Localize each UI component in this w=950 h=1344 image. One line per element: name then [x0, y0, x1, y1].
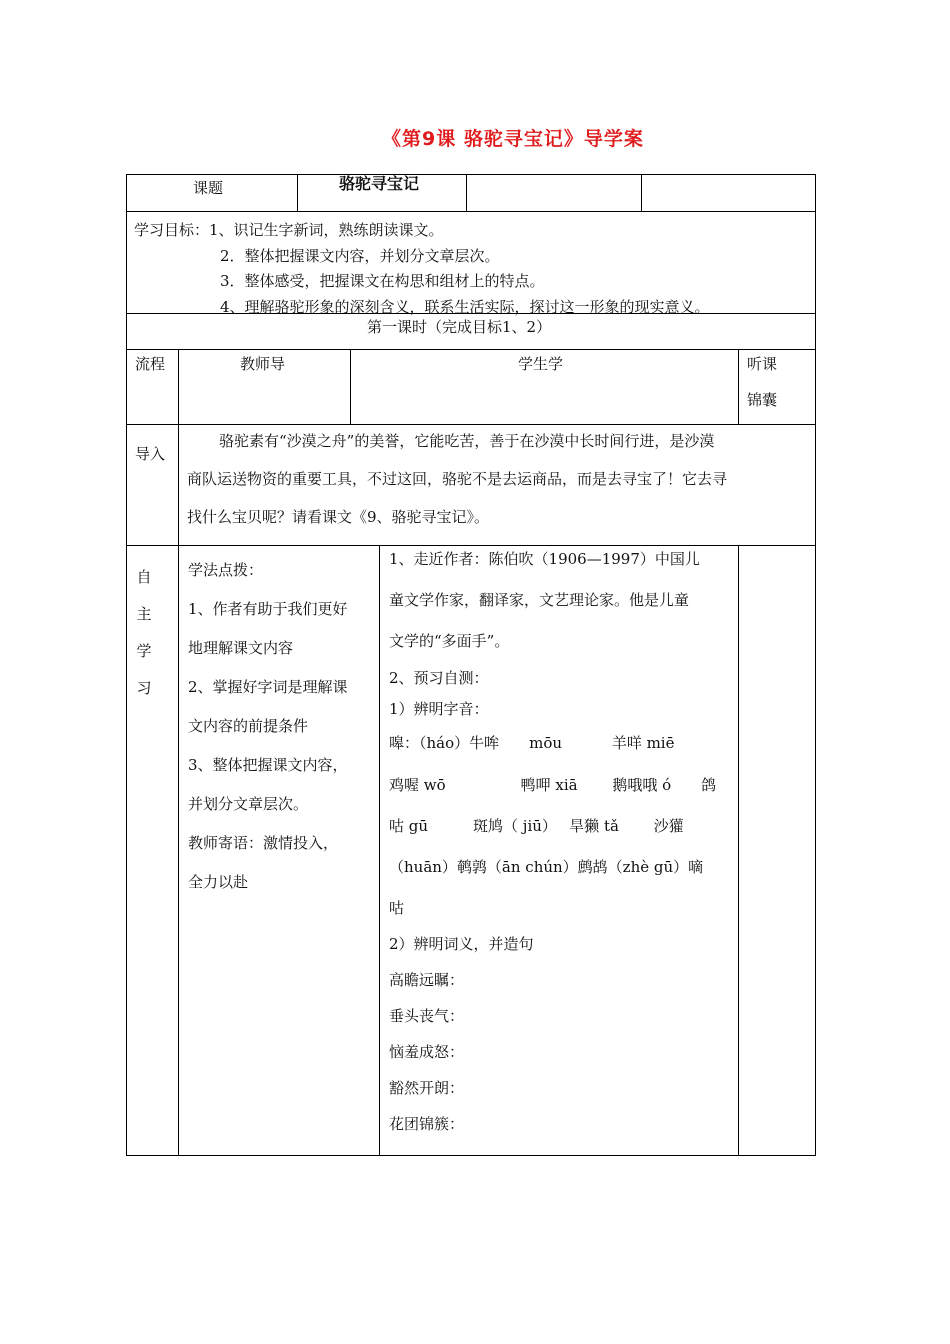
student-line: 花团锦簇： — [389, 1115, 465, 1133]
intro-line: 找什么宝贝呢？请看课文《9、骆驼寻宝记》。 — [187, 508, 490, 526]
student-line: 1、走近作者：陈伯吹（1906—1997）中国儿 — [389, 550, 700, 568]
student-line: 文学的“多面手”。 — [389, 632, 510, 650]
table-divider — [126, 211, 816, 212]
intro-label: 导入 — [135, 445, 166, 463]
header-teacher: 教师导 — [240, 355, 286, 373]
student-line: 咕 — [389, 899, 405, 917]
table-divider — [466, 174, 467, 211]
table-border-right — [815, 174, 816, 1155]
student-line: 咕 gū 斑鸠（ jiū） 旱獭 tǎ 沙獾 — [389, 817, 684, 835]
header-notes-line1: 听课 — [747, 355, 778, 373]
objective-item: 4、理解骆驼形象的深刻含义，联系生活实际，探讨这一形象的现实意义。 — [220, 297, 710, 316]
guidance-line: 学法点拨： — [188, 561, 264, 579]
self-study-label: 自 主 学 习 — [136, 568, 152, 697]
table-border-bottom — [126, 1155, 816, 1156]
table-divider — [738, 545, 739, 1155]
table-divider — [350, 349, 351, 424]
student-line: 高瞻远瞩： — [389, 971, 465, 989]
header-student: 学生学 — [518, 355, 564, 373]
table-divider — [178, 545, 179, 1155]
guidance-line: 并划分文章层次。 — [188, 795, 309, 813]
objective-lead: 学习目标：1、识记生字新词，熟练朗读课文。 — [134, 221, 444, 239]
student-line: 恼羞成怒： — [389, 1043, 465, 1061]
table-border-top — [126, 174, 816, 175]
page-title: 《第9课 骆驼寻宝记》导学案 — [382, 128, 644, 150]
table-divider — [297, 174, 298, 211]
student-line: 鸡喔 wō 鸭呷 xiā 鹅哦哦 ó 鸽 — [389, 776, 717, 794]
guidance-line: 3、整体把握课文内容， — [188, 756, 348, 774]
student-line: 1）辨明字音： — [389, 700, 489, 718]
objectives-block — [134, 218, 710, 320]
guidance-line: 2、掌握好字词是理解课 — [188, 678, 348, 696]
table-divider — [178, 424, 179, 545]
table-divider — [178, 349, 179, 424]
topic-value: 骆驼寻宝记 — [339, 174, 420, 193]
table-divider — [641, 174, 642, 211]
table-divider — [126, 349, 816, 350]
student-line: 2、预习自测： — [389, 669, 489, 687]
header-flow: 流程 — [135, 355, 166, 373]
student-line: 垂头丧气： — [389, 1007, 465, 1025]
student-line: （huān）鹌鹑（ān chún）鹧鸪（zhè gū）嘀 — [389, 858, 704, 876]
guidance-line: 文内容的前提条件 — [188, 717, 309, 735]
guidance-line: 1、作者有助于我们更好 — [188, 600, 348, 618]
guidance-line: 地理解课文内容 — [188, 639, 294, 657]
header-notes-line2: 锦囊 — [747, 391, 778, 409]
session-title: 第一课时（完成目标1、2） — [367, 318, 552, 336]
table-divider — [738, 349, 739, 424]
student-line: 嗥：（háo）牛哞 mōu 羊咩 miē — [389, 734, 675, 752]
objective-item: 3．整体感受，把握课文在构思和组材上的特点。 — [220, 272, 545, 290]
intro-text — [187, 422, 809, 536]
table-divider — [379, 545, 380, 1155]
objective-item: 2．整体把握课文内容，并划分文章层次。 — [220, 246, 500, 265]
student-line: 2）辨明词义，并造句 — [389, 935, 534, 953]
teacher-guidance — [188, 551, 348, 902]
intro-line: 商队运送物资的重要工具，不过这回，骆驼不是去运商品，而是去寻宝了！它去寻 — [187, 470, 728, 488]
student-work — [389, 549, 734, 1150]
intro-line: 骆驼素有“沙漠之舟”的美誉，它能吃苦，善于在沙漠中长时间行进，是沙漠 — [219, 432, 715, 450]
student-line: 豁然开朗： — [389, 1079, 465, 1097]
table-border-left — [126, 174, 127, 1155]
guidance-line: 全力以赴 — [188, 873, 249, 891]
topic-label: 课题 — [193, 179, 224, 197]
student-line: 童文学作家，翻译家，文艺理论家。他是儿童 — [389, 591, 690, 609]
guidance-line: 教师寄语：激情投入， — [188, 834, 339, 852]
table-divider — [126, 545, 816, 546]
